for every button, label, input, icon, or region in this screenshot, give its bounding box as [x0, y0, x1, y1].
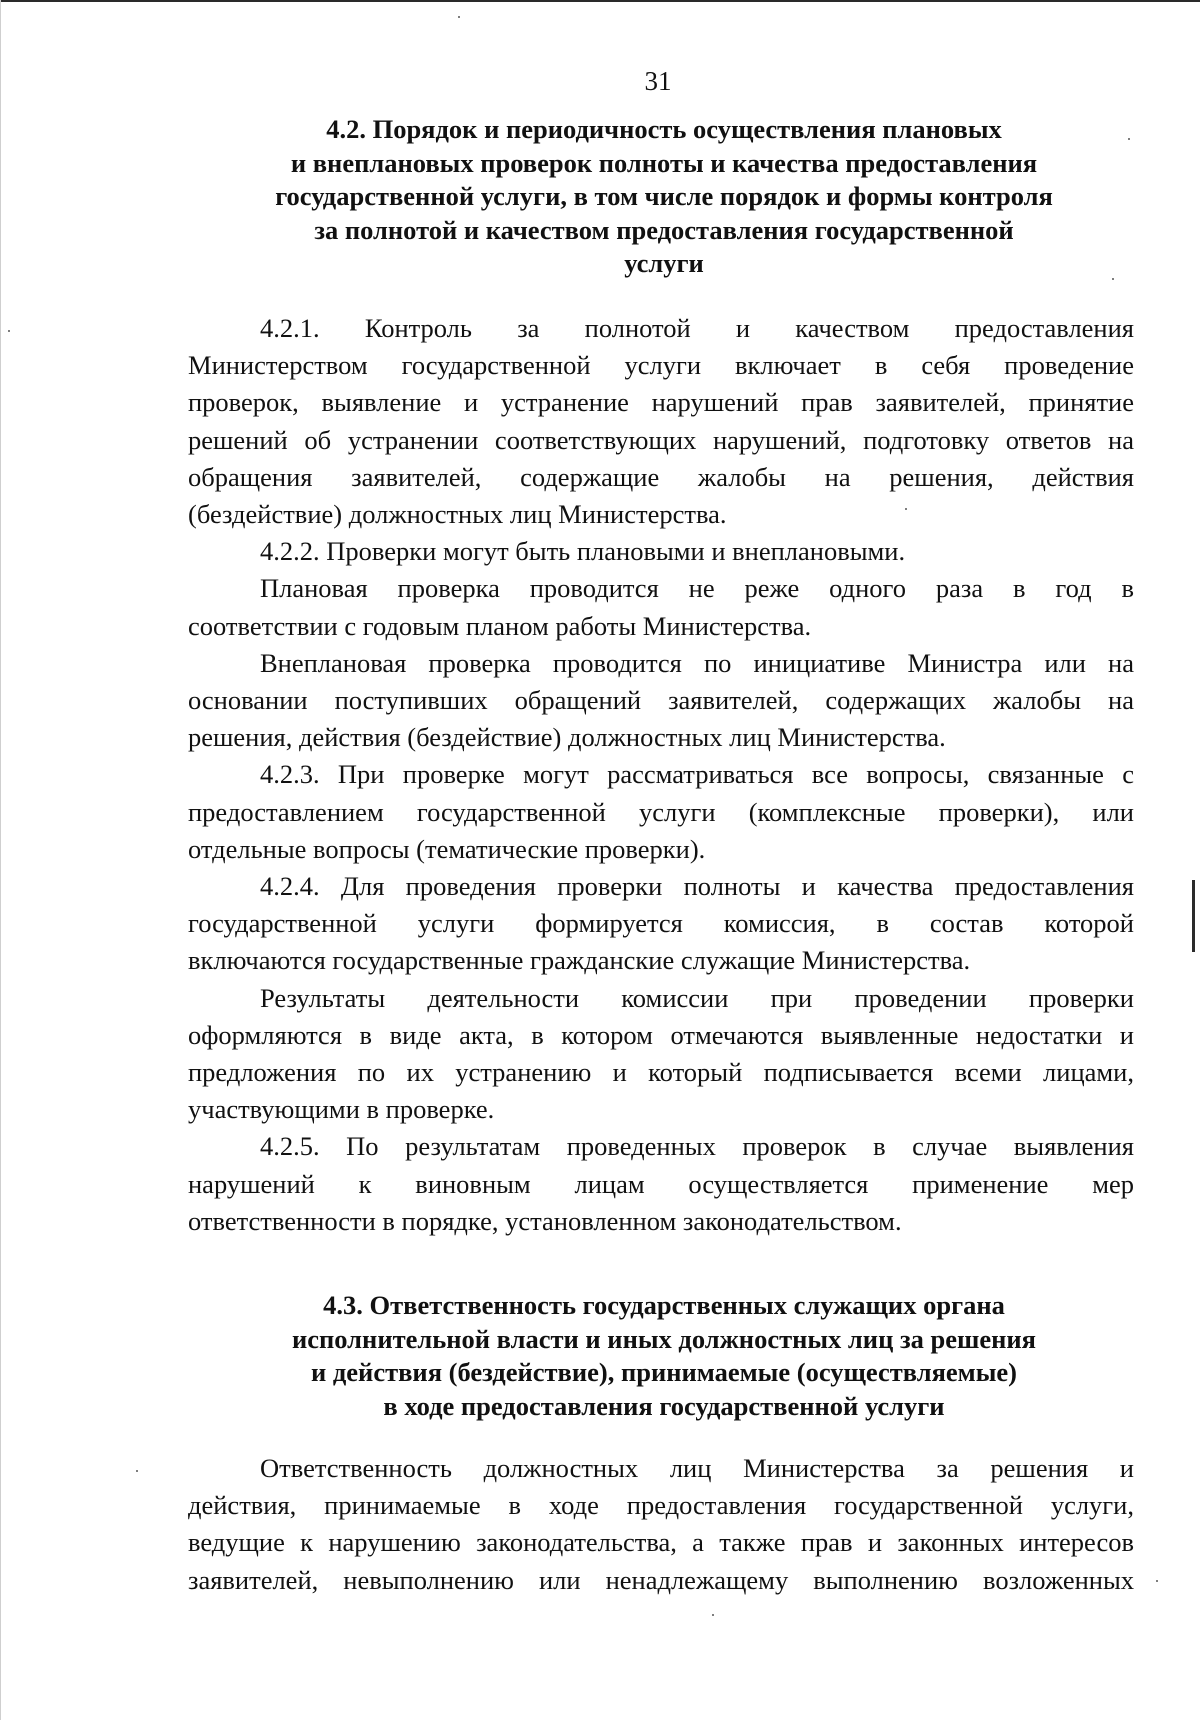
section-body-4-3: [188, 1450, 1134, 1599]
text-line: решений об устранении соответствующих нарушений, подготовку ответов на: [188, 424, 1134, 455]
heading-line: услуги: [624, 248, 704, 278]
section-body-4-2: [188, 310, 1134, 1240]
scan-speck: [8, 330, 10, 332]
scan-speck: [458, 16, 460, 18]
text-line: 4.2.3. При проверке могут рассматриваться все вопросы, связанные с: [260, 759, 1134, 790]
text-line: Плановая проверка проводится не реже одного раза в год в: [260, 573, 1134, 604]
heading-line: и внеплановых проверок полноты и качества предоставления: [290, 147, 1038, 178]
heading-line: исполнительной власти и иных должностных лиц за решения: [291, 1323, 1036, 1354]
text-line: Внеплановая проверка проводится по инициативе Министра или на: [260, 647, 1134, 678]
text-line: Министерством государственной услуги включает в себя проведение: [188, 350, 1134, 381]
text-line: проверок, выявление и устранение нарушений прав заявителей, принятие: [188, 387, 1134, 418]
text-line: соответствии с годовым планом работы Министерства.: [188, 610, 812, 641]
heading-line: в ходе предоставления государственной услуги: [383, 1390, 945, 1421]
text-line: действия, принимаемые в ходе предоставления государственной услуги,: [188, 1490, 1134, 1521]
heading-line: государственной услуги, в том числе порядок и формы контроля: [275, 181, 1053, 211]
scan-speck: [712, 1614, 714, 1616]
text-line: оформляются в виде акта, в котором отмечаются выявленные недостатки и: [188, 1019, 1134, 1050]
scan-mark-right: [1192, 880, 1195, 952]
text-line: обращения заявителей, содержащие жалобы на решения, действия: [188, 461, 1134, 492]
heading-line: 4.2. Порядок и периодичность осуществления плановых: [326, 114, 1002, 144]
heading-line: за полнотой и качеством предоставления государственной: [314, 214, 1014, 245]
scan-speck: [136, 1470, 138, 1472]
section-heading-4-3: [168, 1289, 1160, 1423]
text-line: (бездействие) должностных лиц Министерства.: [188, 499, 727, 530]
text-line: нарушений к виновным лицам осуществляется применение мер: [188, 1168, 1134, 1199]
text-line: участвующими в проверке.: [188, 1094, 495, 1125]
heading-line: и действия (бездействие), принимаемые (осуществляемые): [311, 1357, 1017, 1387]
scan-edge-left: [0, 0, 1, 1720]
text-line: отдельные вопросы (тематические проверки).: [188, 833, 706, 864]
page-number: 31: [644, 66, 672, 96]
text-line: Ответственность должностных лиц Министерства за решения и: [260, 1453, 1134, 1483]
text-line: включаются государственные гражданские служащие Министерства.: [188, 945, 971, 976]
text-line: заявителей, невыполнению или ненадлежащему выполнению возложенных: [188, 1564, 1134, 1595]
heading-line: 4.3. Ответственность государственных служащих органа: [323, 1290, 1005, 1320]
text-line: государственной услуги формируется комиссия, в состав которой: [188, 908, 1134, 939]
text-line: 4.2.2. Проверки могут быть плановыми и внеплановыми.: [260, 536, 906, 567]
text-line: ведущие к нарушению законодательства, а также прав и законных интересов: [188, 1527, 1134, 1558]
text-line: 4.2.5. По результатам проведенных проверок в случае выявления: [260, 1131, 1134, 1162]
text-line: основании поступивших обращений заявителей, содержащих жалобы на: [188, 685, 1134, 716]
text-line: решения, действия (бездействие) должностных лиц Министерства.: [188, 722, 946, 753]
text-line: 4.2.1. Контроль за полнотой и качеством предоставления: [260, 313, 1134, 343]
text-line: предоставлением государственной услуги (комплексные проверки), или: [188, 796, 1134, 827]
scan-speck: [1156, 1580, 1158, 1582]
text-line: 4.2.4. Для проведения проверки полноты и качества предоставления: [260, 871, 1134, 902]
text-line: предложения по их устранению и который подписывается всеми лицами,: [188, 1057, 1134, 1088]
scan-edge-top: [0, 0, 1200, 2]
section-heading-4-2: [168, 113, 1160, 281]
text-line: ответственности в порядке, установленном законодательством.: [188, 1205, 902, 1236]
text-line: Результаты деятельности комиссии при проведении проверки: [260, 982, 1134, 1013]
